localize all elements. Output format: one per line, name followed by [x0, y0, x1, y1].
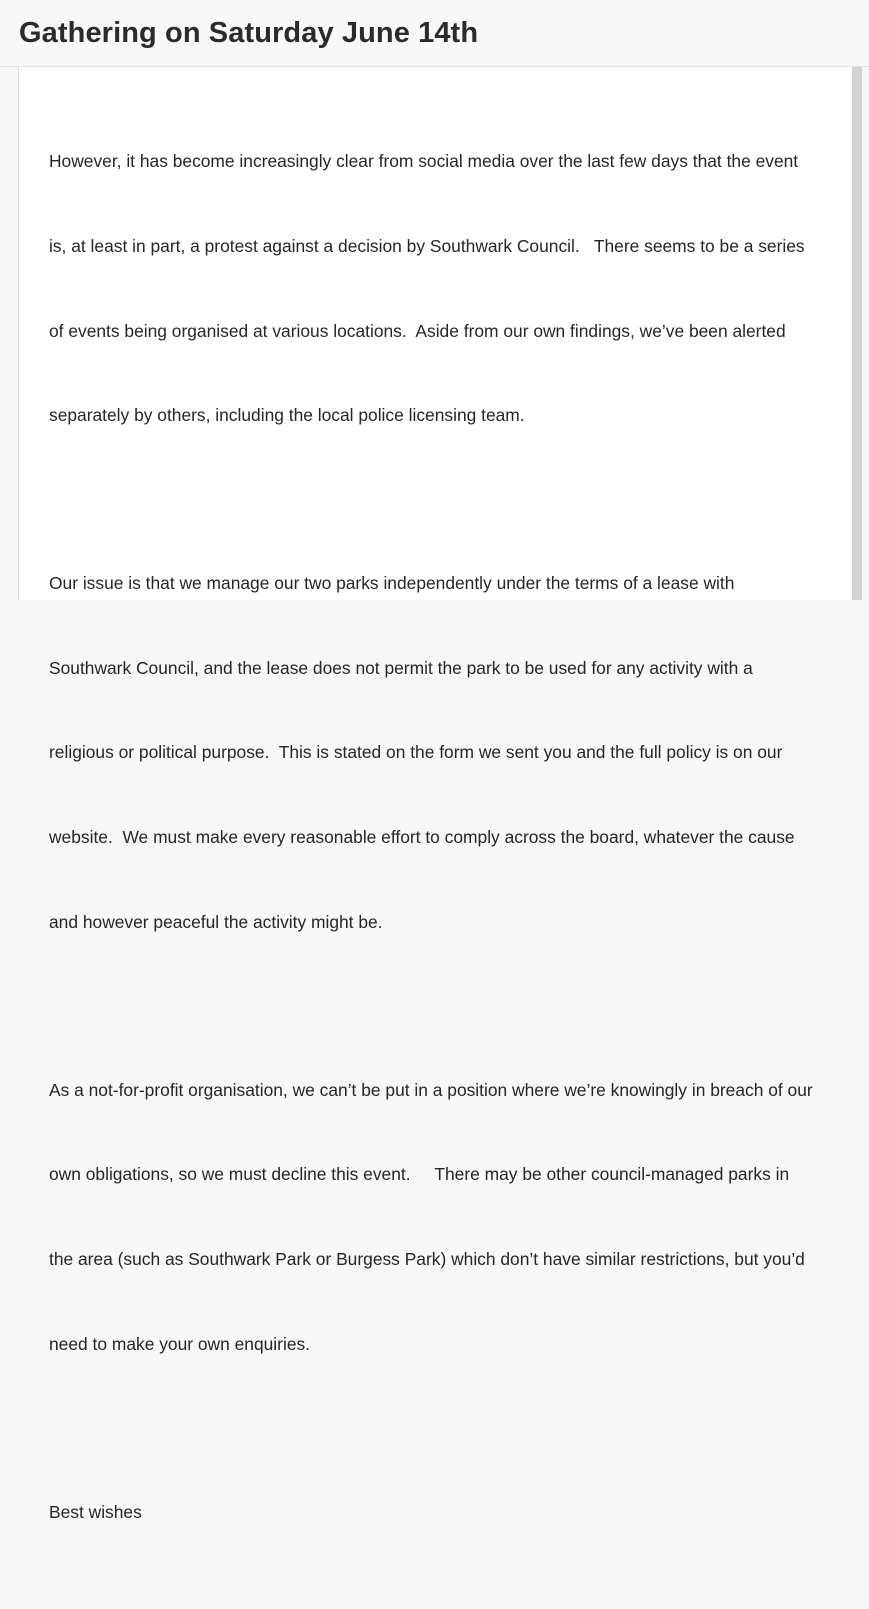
text-line: is, at least in part, a protest against a decision by Southwark Council. There seems to be a series — [49, 236, 805, 257]
text-line: religious or political purpose. This is stated on the form we sent you and the full policy is on our — [49, 742, 783, 763]
text-line: Our issue is that we manage our two parks independently under the terms of a lease with — [49, 573, 735, 594]
text-line: and however peaceful the activity might be. — [49, 911, 383, 932]
paragraph-3 — [49, 1019, 851, 1414]
message-body — [49, 91, 851, 1609]
text-line: own obligations, so we must decline this event. There may be other council-managed parks in — [49, 1164, 790, 1185]
sign-off — [49, 1441, 851, 1582]
text-line: the area (such as Southwark Park or Burgess Park) which don’t have similar restrictions, but you’d — [49, 1248, 805, 1269]
text-line: Best wishes — [49, 1501, 142, 1522]
paragraph-2 — [49, 513, 851, 992]
text-line: Southwark Council, and the lease does not permit the park to be used for any activity with a — [49, 657, 753, 678]
text-line: of events being organised at various locations. Aside from our own findings, we’ve been alerted — [49, 320, 786, 341]
email-subject: Gathering on Saturday June 14th — [19, 17, 479, 49]
email-header — [0, 0, 869, 67]
text-line: separately by others, including the local police licensing team. — [49, 405, 525, 426]
text-line: However, it has become increasingly clear from social media over the last few days that the event — [49, 151, 799, 172]
text-line: website. We must make every reasonable effort to comply across the board, whatever the cause — [49, 827, 795, 848]
scrollbar[interactable] — [852, 67, 862, 600]
window-edge — [862, 67, 869, 600]
text-line: need to make your own enquiries. — [49, 1333, 311, 1354]
paragraph-1 — [49, 91, 851, 486]
text-line: As a not-for-profit organisation, we can’t be put in a position where we’re knowingly in breach of our — [49, 1079, 813, 1100]
